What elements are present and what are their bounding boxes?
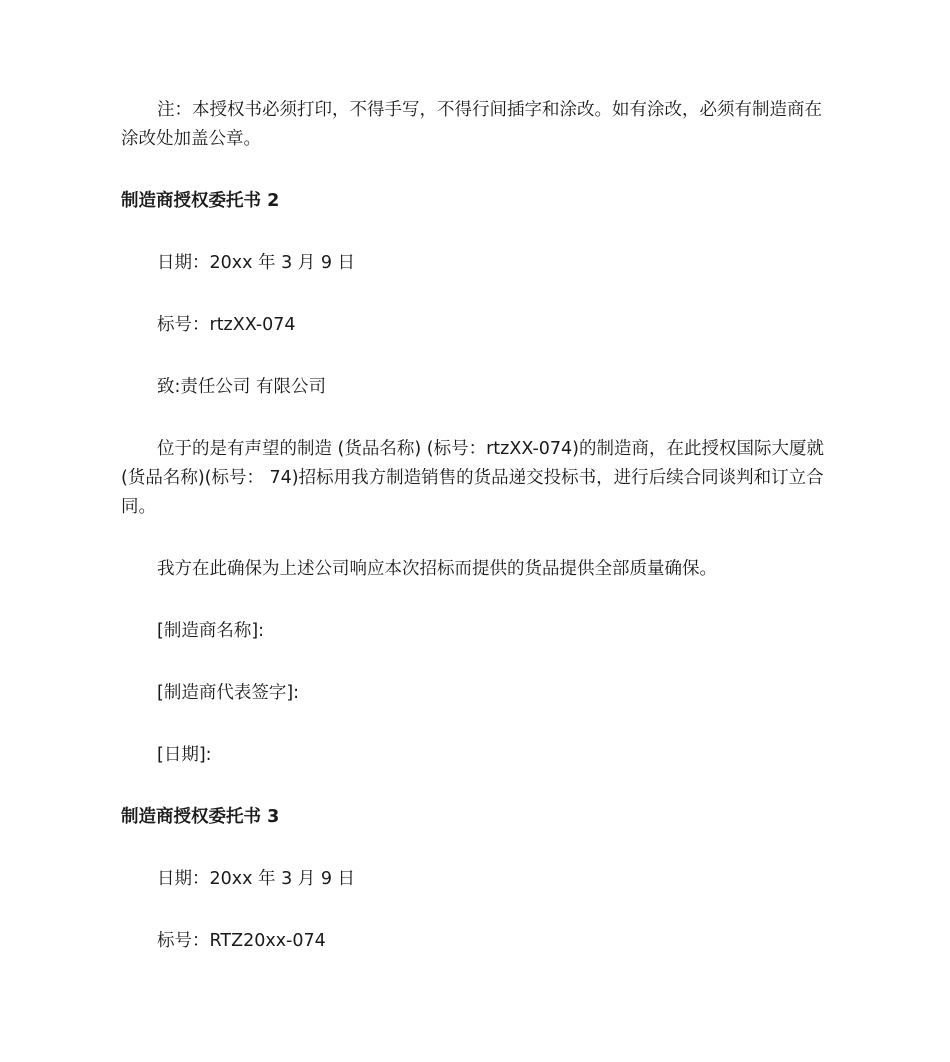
section-3-title: 制造商授权委托书 3	[121, 807, 280, 827]
representative-signature-field: [制造商代表签字]:	[157, 683, 300, 703]
document-page	[121, 96, 831, 956]
section-2-guarantee: 我方在此确保为上述公司响应本次招标而提供的货品提供全部质量确保。	[157, 559, 717, 579]
section-3-date: 日期：20xx 年 3 月 9 日	[157, 869, 356, 889]
date-field: [日期]:	[157, 745, 212, 765]
section-2-date: 日期：20xx 年 3 月 9 日	[157, 253, 356, 273]
section-2-recipient: 致:责任公司 有限公司	[157, 377, 326, 397]
section-2-title: 制造商授权委托书 2	[121, 191, 280, 211]
manufacturer-name-field: [制造商名称]:	[157, 621, 265, 641]
section-2-body: 位于的是有声望的制造 (货品名称) (标号：rtzXX-074)的制造商，在此授权国际大厦就 (货品名称)(标号： 74)招标用我方制造销售的货品递交投标书，进行后续合同谈判和订立合同。	[121, 439, 824, 517]
section-3-bid-number: 标号：RTZ20xx-074	[157, 931, 326, 951]
section-2-bid-number: 标号：rtzXX-074	[157, 315, 296, 335]
note-paragraph: 注：本授权书必须打印，不得手写，不得行间插字和涂改。如有涂改，必须有制造商在涂改处加盖公章。	[121, 100, 822, 149]
